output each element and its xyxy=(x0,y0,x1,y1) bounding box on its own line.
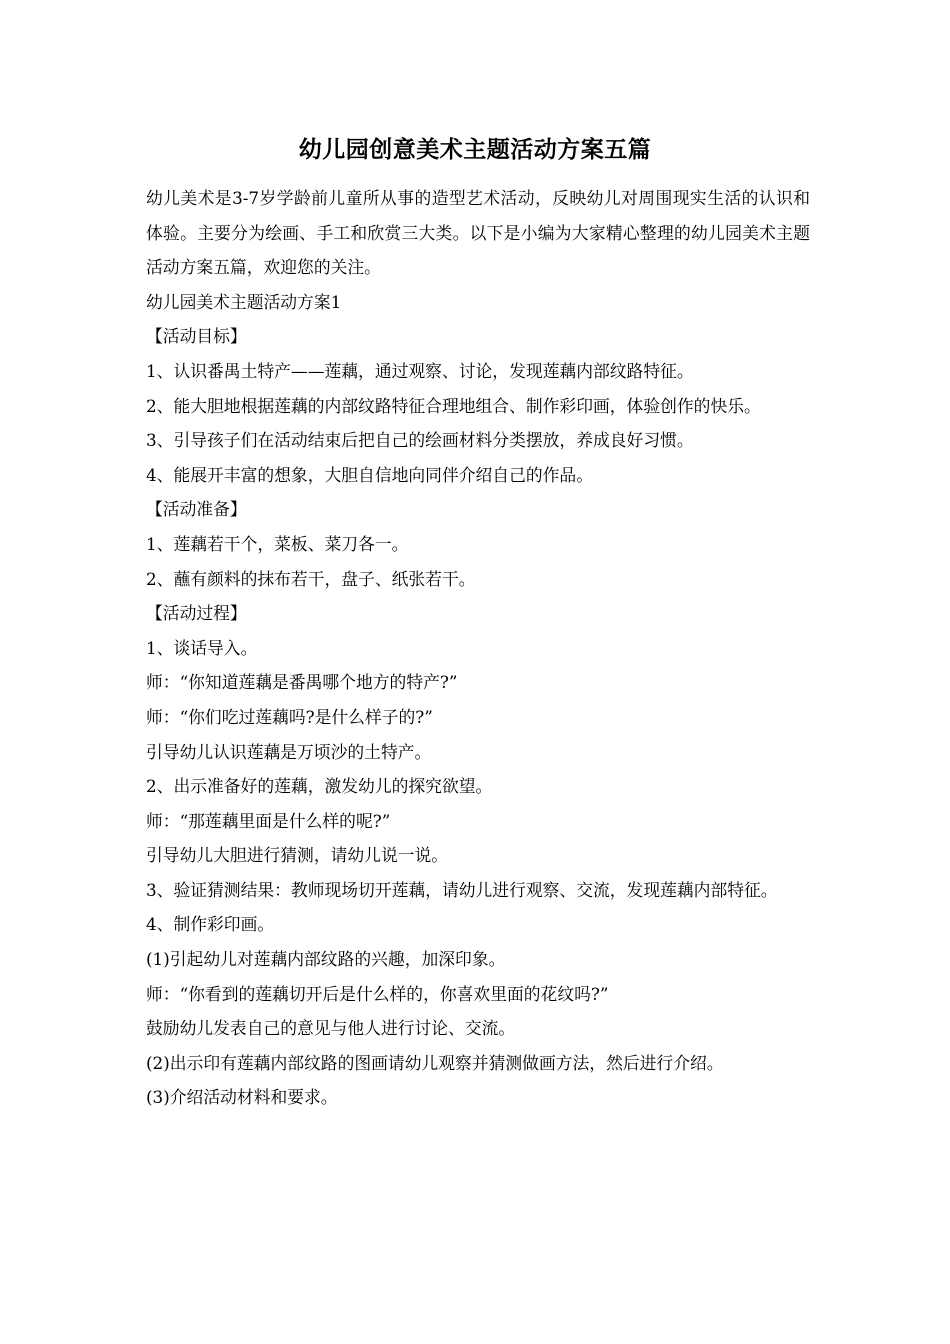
section-heading: 幼儿园美术主题活动方案1 xyxy=(146,291,342,312)
sub-list-item: (1)引起幼儿对莲藕内部纹路的兴趣，加深印象。 xyxy=(146,949,506,970)
list-item: 4、制作彩印画。 xyxy=(146,914,275,935)
subsection-heading: 【活动准备】 xyxy=(146,499,247,520)
list-item: 4、能展开丰富的想象，大胆自信地向同伴介绍自己的作品。 xyxy=(146,464,593,485)
list-item: 1、认识番禺土特产——莲藕，通过观察、讨论，发现莲藕内部纹路特征。 xyxy=(146,360,694,381)
body-paragraph: 引导幼儿大胆进行猜测，请幼儿说一说。 xyxy=(146,845,449,866)
dialogue-line: 师：“你看到的莲藕切开后是什么样的，你喜欢里面的花纹吗?” xyxy=(146,983,609,1004)
document-body xyxy=(146,181,810,1115)
sub-list-item: (3)介绍活动材料和要求。 xyxy=(146,1087,338,1108)
list-item: 2、能大胆地根据莲藕的内部纹路特征合理地组合、制作彩印画，体验创作的快乐。 xyxy=(146,395,761,416)
subsection-heading: 【活动过程】 xyxy=(146,603,247,624)
body-paragraph: 引导幼儿认识莲藕是万顷沙的土特产。 xyxy=(146,741,432,762)
list-item: 2、蘸有颜料的抹布若干，盘子、纸张若干。 xyxy=(146,568,476,589)
list-item: 2、出示准备好的莲藕，激发幼儿的探究欲望。 xyxy=(146,776,493,797)
dialogue-line: 师：“那莲藕里面是什么样的呢?” xyxy=(146,810,391,831)
dialogue-line: 师：“你知道莲藕是番禺哪个地方的特产?” xyxy=(146,672,458,693)
list-item: 3、引导孩子们在活动结束后把自己的绘画材料分类摆放，养成良好习惯。 xyxy=(146,430,694,451)
body-paragraph: 鼓励幼儿发表自己的意见与他人进行讨论、交流。 xyxy=(146,1018,516,1039)
intro-paragraph: 幼儿美术是3-7岁学龄前儿童所从事的造型艺术活动，反映幼儿对周围现实生活的认识和体验。主要分为绘画、手工和欣赏三大类。以下是小编为大家精心整理的幼儿园美术主题活动方案五篇，欢迎您的关注。 xyxy=(146,188,810,278)
dialogue-line: 师：“你们吃过莲藕吗?是什么样子的?” xyxy=(146,706,433,727)
list-item: 3、验证猜测结果：教师现场切开莲藕，请幼儿进行观察、交流，发现莲藕内部特征。 xyxy=(146,879,778,900)
list-item: 1、莲藕若干个，菜板、菜刀各一。 xyxy=(146,533,409,554)
document-title: 幼儿园创意美术主题活动方案五篇 xyxy=(298,136,652,163)
list-item: 1、谈话导入。 xyxy=(146,637,258,658)
sub-list-item: (2)出示印有莲藕内部纹路的图画请幼儿观察并猜测做画方法，然后进行介绍。 xyxy=(146,1052,724,1073)
subsection-heading: 【活动目标】 xyxy=(146,326,247,347)
